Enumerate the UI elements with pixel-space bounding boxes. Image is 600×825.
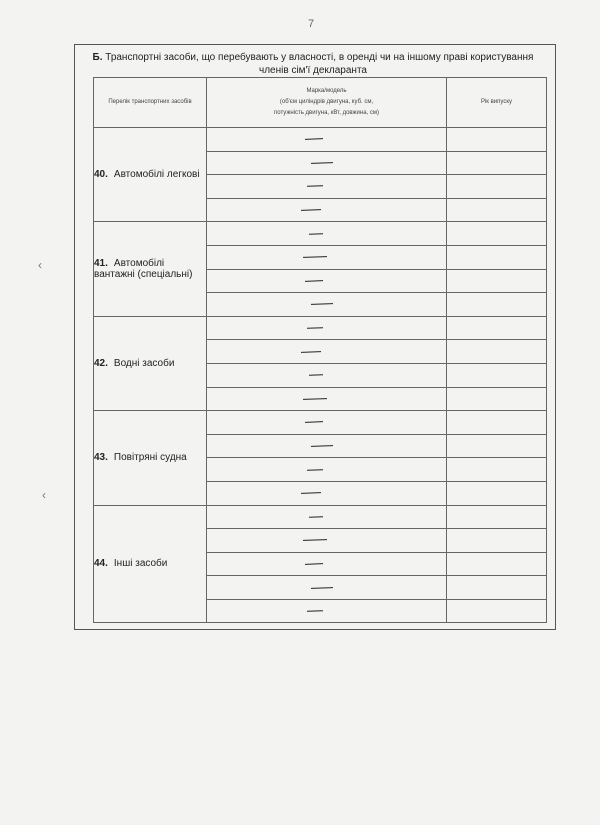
header-brand (207, 78, 447, 128)
year-cell (447, 245, 547, 269)
empty-dash-mark (311, 587, 333, 589)
table-row (94, 128, 547, 152)
table-header-row (94, 78, 547, 128)
section-label-cell (94, 128, 207, 222)
empty-dash-mark (303, 256, 327, 258)
empty-dash-mark (305, 422, 323, 424)
brand-cell (207, 128, 447, 152)
empty-dash-mark (303, 398, 327, 400)
empty-dash-mark (305, 563, 323, 565)
section-number: 40. (94, 169, 108, 181)
brand-cell (207, 151, 447, 175)
brand-cell (207, 340, 447, 364)
empty-dash-mark (311, 162, 333, 164)
empty-dash-mark (305, 280, 323, 282)
section-label: Водні засоби (113, 357, 175, 369)
year-cell (447, 458, 547, 482)
section-label-cell (94, 505, 207, 623)
year-cell (447, 222, 547, 246)
year-cell (447, 128, 547, 152)
year-cell (447, 552, 547, 576)
year-cell (447, 340, 547, 364)
empty-dash-mark (309, 516, 323, 517)
brand-cell (207, 293, 447, 317)
brand-cell (207, 576, 447, 600)
year-cell (447, 505, 547, 529)
empty-dash-mark (307, 469, 323, 471)
year-cell (447, 293, 547, 317)
empty-dash-mark (309, 233, 323, 234)
brand-cell (207, 363, 447, 387)
brand-cell (207, 505, 447, 529)
brand-cell (207, 245, 447, 269)
year-cell (447, 269, 547, 293)
year-cell (447, 175, 547, 199)
table-row (94, 222, 547, 246)
empty-dash-mark (307, 327, 323, 329)
empty-dash-mark (307, 610, 323, 612)
header-brand-sub1: (об'єм циліндрів двигуна, куб. см, (279, 99, 374, 105)
header-list: Перелік транспортних засобів (94, 78, 207, 128)
year-cell (447, 363, 547, 387)
brand-cell (207, 387, 447, 411)
brand-cell (207, 529, 447, 553)
header-brand-sub2: потужність двигуна, кВт, довжина, см) (273, 110, 380, 116)
empty-dash-mark (303, 539, 327, 541)
brand-cell (207, 458, 447, 482)
brand-cell (207, 316, 447, 340)
table-row (94, 411, 547, 435)
year-cell (447, 198, 547, 222)
empty-dash-mark (311, 445, 333, 447)
brand-cell (207, 411, 447, 435)
brand-cell (207, 198, 447, 222)
table-row (94, 505, 547, 529)
heading-letter: Б. (92, 52, 103, 63)
margin-mark: ‹ (38, 258, 42, 272)
section-label-cell (94, 411, 207, 505)
section-label-cell (94, 316, 207, 410)
empty-dash-mark (311, 304, 333, 306)
heading-text: Транспортні засоби, що перебувають у власності, в оренді чи на іншому праві користування членів сім'ї декларанта (105, 52, 534, 76)
brand-cell (207, 552, 447, 576)
empty-dash-mark (301, 351, 321, 353)
section-number: 42. (94, 357, 108, 369)
year-cell (447, 599, 547, 623)
vehicles-table (93, 77, 547, 623)
section-label: Інші засоби (113, 558, 168, 570)
empty-dash-mark (307, 186, 323, 188)
brand-cell (207, 481, 447, 505)
section-label-cell (94, 222, 207, 316)
brand-cell (207, 599, 447, 623)
year-cell (447, 481, 547, 505)
brand-cell (207, 175, 447, 199)
section-number: 43. (94, 452, 108, 464)
brand-cell (207, 434, 447, 458)
section-label: Автомобілі легкові (113, 169, 200, 181)
brand-cell (207, 269, 447, 293)
year-cell (447, 434, 547, 458)
year-cell (447, 316, 547, 340)
header-year: Рік випуску (447, 78, 547, 128)
empty-dash-mark (305, 138, 323, 140)
year-cell (447, 529, 547, 553)
brand-cell (207, 222, 447, 246)
year-cell (447, 387, 547, 411)
year-cell (447, 576, 547, 600)
margin-mark: ‹ (42, 488, 46, 502)
table-body (94, 128, 547, 623)
section-label: Повітряні судна (113, 452, 187, 464)
page-number: 7 (308, 18, 315, 30)
table-row (94, 316, 547, 340)
section-number: 41. (94, 258, 108, 270)
empty-dash-mark (301, 492, 321, 494)
year-cell (447, 411, 547, 435)
section-heading (78, 51, 548, 77)
section-label: Автомобілі вантажні (спеціальні) (94, 258, 193, 281)
empty-dash-mark (301, 209, 321, 211)
section-number: 44. (94, 558, 108, 570)
header-brand-title: Марка/модель (306, 88, 347, 94)
empty-dash-mark (309, 374, 323, 375)
year-cell (447, 151, 547, 175)
